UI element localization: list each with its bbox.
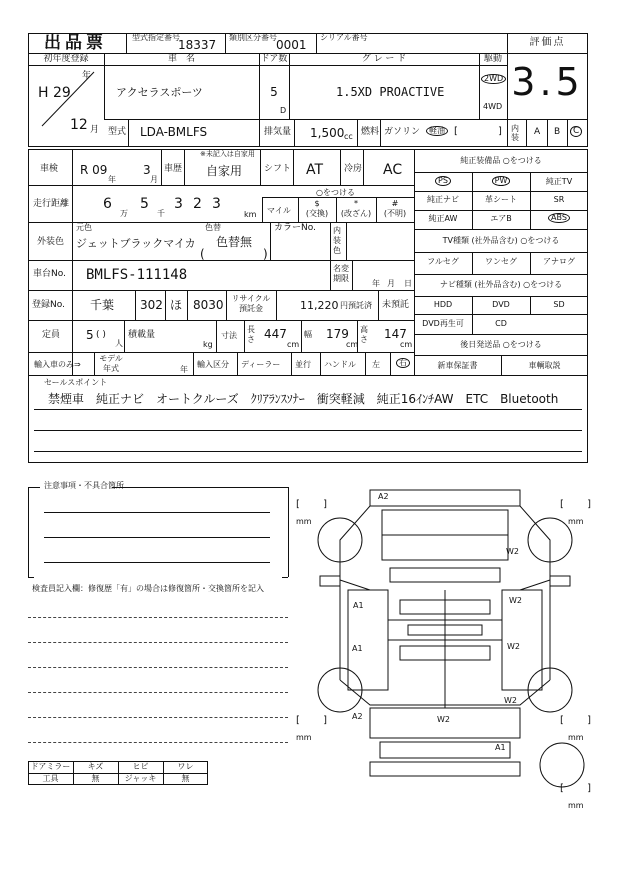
reg-class: 302 bbox=[140, 298, 163, 312]
mileage-opt-exchange: $ (交換) bbox=[305, 199, 329, 218]
import-dealer: ディーラー bbox=[241, 360, 281, 369]
capacity-value: 5 bbox=[86, 328, 94, 342]
drive-2wd: 2WD bbox=[481, 74, 506, 84]
mileage-man-unit: 万 bbox=[120, 209, 128, 218]
fuel-label: 燃料 bbox=[361, 127, 380, 137]
ac-label: 冷房 bbox=[344, 164, 363, 174]
class-label: 類別区分番号 bbox=[229, 33, 277, 42]
caution-label: 注意事項・不具合箇所 bbox=[44, 481, 124, 490]
title-expiry-month-unit: 月 bbox=[387, 279, 395, 288]
fuel-diesel: 軽油 bbox=[426, 126, 448, 136]
handle-label: ハンドル bbox=[324, 360, 356, 369]
car-name-label: 車 名 bbox=[167, 54, 195, 64]
legend-tools: 工具 bbox=[42, 774, 59, 783]
reg-kana: ほ bbox=[170, 298, 183, 312]
first-reg-era: H 29 bbox=[38, 85, 71, 101]
mark-left-quarter: A2 bbox=[352, 712, 363, 721]
reg-number: 8030 bbox=[193, 298, 224, 312]
first-reg-label: 初年度登録 bbox=[43, 54, 89, 64]
drive-label: 駆動 bbox=[483, 54, 502, 64]
width-value: 179 bbox=[326, 327, 349, 341]
recycle-value: 11,220 bbox=[300, 299, 339, 312]
chassis-value: BMLFS-111148 bbox=[86, 267, 188, 283]
height-unit: cm bbox=[400, 340, 413, 349]
equip-sr: SR bbox=[553, 195, 565, 204]
navi-dvd-play: DVD再生可 bbox=[422, 319, 464, 328]
import-label: 輸入車のみ⇒ bbox=[34, 360, 81, 369]
inspection-year-unit: 年 bbox=[108, 175, 116, 184]
handle-right: 右 bbox=[396, 358, 410, 368]
tv-fullseg: フルセグ bbox=[427, 257, 459, 266]
mileage-km-unit: km bbox=[244, 210, 257, 219]
width-label: 幅 bbox=[304, 330, 312, 339]
reg-label: 登録No. bbox=[32, 300, 65, 310]
navi-dvd: DVD bbox=[492, 300, 510, 309]
title-expiry-label: 名変期限 bbox=[333, 264, 349, 283]
legend-mirror: ドアミラー bbox=[30, 762, 71, 771]
model-cert-value: 18337 bbox=[178, 38, 217, 52]
tire-rr-bracket: [ ] bbox=[560, 715, 601, 726]
original-color-label: 元色 bbox=[76, 223, 92, 232]
legend-jack-value: 無 bbox=[181, 774, 190, 783]
person-unit: 人 bbox=[115, 339, 123, 348]
doors-label: ドア数 bbox=[260, 54, 288, 64]
equip-aw: 純正AW bbox=[428, 214, 458, 223]
class-value: 0001 bbox=[276, 38, 307, 52]
tire-rl-bracket: [ ] bbox=[296, 715, 337, 726]
interior-grade-c: C bbox=[570, 126, 582, 137]
legend-break: ワレ bbox=[177, 762, 194, 771]
navi-sd: SD bbox=[553, 300, 565, 309]
width-unit: cm bbox=[346, 340, 359, 349]
mileage-digit-2: 5 bbox=[140, 196, 149, 212]
fuel-gasoline: ガソリン bbox=[384, 127, 421, 137]
mark-right-quarter: W2 bbox=[504, 696, 517, 705]
history-label: 車歴 bbox=[164, 164, 183, 174]
reg-area: 千葉 bbox=[90, 298, 115, 312]
mark-left-rear-door: A1 bbox=[352, 644, 363, 653]
history-note: ※未記入は自家用 bbox=[200, 150, 255, 158]
import-class-label: 輸入区分 bbox=[197, 360, 229, 369]
repaint-label: 色替 bbox=[205, 223, 221, 232]
sales-label: セールスポイント bbox=[44, 378, 108, 387]
equip-airbag: エアB bbox=[490, 214, 512, 223]
tire-fr-unit: mm bbox=[568, 517, 584, 526]
chassis-label: 車台No. bbox=[33, 269, 66, 279]
displacement-label: 排気量 bbox=[264, 127, 292, 137]
tv-title: TV種類 (社外品含む) ○をつける bbox=[442, 236, 560, 245]
mark-right-rear-door: W2 bbox=[507, 642, 520, 651]
grade-label: グ レ ー ド bbox=[361, 54, 407, 64]
load-label: 積載量 bbox=[128, 330, 156, 340]
sales-text: 禁煙車 純正ナビ オートクルーズ ｸﾘｱﾗﾝｽｿﾅｰ 衝突軽減 純正16ｲﾝﾁAW ETC Bluetooth bbox=[48, 392, 559, 406]
repaint-bracket-open: ( bbox=[200, 247, 205, 261]
serial-label: シリアル番号 bbox=[320, 33, 368, 42]
title-expiry-day-unit: 日 bbox=[404, 279, 412, 288]
displacement-value: 1,500 bbox=[310, 126, 345, 140]
tire-spare-unit: mm bbox=[568, 801, 584, 810]
equip-abs: ABS bbox=[530, 213, 588, 223]
inspector-label: 検査員記入欄：修復歴「有」の場合は修復箇所・交換箇所を記入 bbox=[32, 584, 264, 593]
score-label: 評価点 bbox=[529, 37, 566, 48]
mark-front-right: W2 bbox=[506, 547, 519, 556]
tire-fl-bracket: [ ] bbox=[296, 499, 337, 510]
drive-4wd: 4WD bbox=[483, 102, 503, 111]
mark-right-front-door: W2 bbox=[509, 596, 522, 605]
navi-hdd: HDD bbox=[433, 300, 453, 309]
equip-title: 純正装備品 ○をつける bbox=[460, 156, 542, 165]
navi-cd: CD bbox=[495, 319, 507, 328]
first-reg-month-unit: 月 bbox=[90, 125, 100, 135]
mileage-opt-tamper: * (改ざん) bbox=[340, 199, 372, 218]
legend-tools-value: 無 bbox=[91, 774, 100, 783]
shift-value: AT bbox=[306, 162, 324, 178]
later-warranty: 新車保証書 bbox=[437, 361, 478, 370]
mileage-attach: ○をつける bbox=[316, 188, 355, 197]
tv-oneseg: ワンセグ bbox=[485, 257, 517, 266]
recycle-unit: 円預託済 bbox=[340, 301, 372, 310]
mileage-digit-4: 2 bbox=[193, 196, 202, 212]
score-value: 3.5 bbox=[511, 60, 584, 104]
grade-value: 1.5XD PROACTIVE bbox=[336, 85, 445, 99]
recycle-unpaid: 未預託 bbox=[382, 300, 410, 310]
tire-fr-bracket: [ ] bbox=[560, 499, 601, 510]
tire-rr-unit: mm bbox=[568, 733, 584, 742]
car-name-value: アクセラスポーツ bbox=[116, 86, 203, 99]
model-year-unit: 年 bbox=[180, 365, 188, 374]
interior-label: 内装 bbox=[511, 124, 519, 142]
tire-rl-unit: mm bbox=[296, 733, 312, 742]
displacement-unit: cc bbox=[344, 132, 353, 141]
title-expiry-year-unit: 年 bbox=[372, 279, 380, 288]
mark-rear-bumper: A1 bbox=[495, 743, 506, 752]
type-label: 型式 bbox=[108, 127, 127, 137]
shift-label: シフト bbox=[264, 164, 292, 174]
model-year-label: モデル年式 bbox=[99, 354, 123, 373]
original-color-value: ジェットブラックマイカ bbox=[76, 237, 196, 250]
history-value: 自家用 bbox=[206, 164, 243, 178]
tire-spare-bracket: [ ] bbox=[560, 783, 601, 794]
legend-jack: ジャッキ bbox=[124, 774, 157, 783]
import-parallel: 並行 bbox=[295, 360, 311, 369]
mark-front-bumper: A2 bbox=[378, 492, 389, 501]
navi-title: ナビ種類 (社外品含む) ○をつける bbox=[439, 280, 563, 289]
car-diagram bbox=[300, 480, 600, 800]
height-value: 147 bbox=[384, 327, 407, 341]
repaint-bracket-close: ) bbox=[263, 247, 268, 261]
form-title: 出品票 bbox=[44, 33, 107, 53]
mark-trunk: W2 bbox=[437, 715, 450, 724]
model-cert-label: 型式指定番号 bbox=[132, 33, 180, 42]
equip-ps: PS bbox=[414, 176, 472, 186]
dims-label: 寸法 bbox=[221, 331, 237, 340]
mileage-opt-mile: マイル bbox=[267, 206, 291, 215]
load-unit: kg bbox=[203, 340, 213, 349]
capacity-paren: ( ) bbox=[96, 330, 106, 340]
length-label: 長さ bbox=[247, 325, 255, 344]
tire-fl-unit: mm bbox=[296, 517, 312, 526]
mileage-label: 走行距離 bbox=[33, 199, 70, 209]
repaint-value: 色替無 bbox=[216, 235, 253, 249]
length-value: 447 bbox=[264, 327, 287, 341]
interior-grade-b: B bbox=[554, 127, 561, 137]
doors-sub: D bbox=[280, 106, 287, 115]
legend-crack: ヒビ bbox=[132, 762, 149, 771]
fuel-bracket-close: ] bbox=[498, 126, 502, 137]
type-value: LDA-BMLFS bbox=[140, 125, 208, 139]
inspection-month-unit: 月 bbox=[150, 175, 158, 184]
mileage-digit-5: 3 bbox=[212, 196, 221, 212]
interior-grade-a: A bbox=[534, 127, 541, 137]
inspection-month: 3 bbox=[143, 163, 151, 177]
capacity-label: 定員 bbox=[42, 330, 61, 340]
inspection-era: R 09 bbox=[80, 163, 108, 177]
inspection-label: 車検 bbox=[40, 164, 59, 174]
handle-left: 左 bbox=[372, 360, 380, 369]
mileage-digit-3: 3 bbox=[174, 196, 183, 212]
length-unit: cm bbox=[287, 340, 300, 349]
height-label: 高さ bbox=[360, 325, 368, 344]
doors-value: 5 bbox=[270, 85, 278, 99]
equip-pw: PW bbox=[472, 176, 530, 186]
equip-navi: 純正ナビ bbox=[427, 195, 459, 204]
mileage-digit-1: 6 bbox=[103, 196, 112, 212]
fuel-bracket: [ bbox=[454, 126, 458, 137]
first-reg-month: 12 bbox=[70, 117, 88, 133]
recycle-label: リサイクル預託金 bbox=[231, 294, 271, 313]
first-reg-year-unit: 年 bbox=[82, 71, 92, 81]
ac-value: AC bbox=[383, 162, 403, 178]
tv-analog: アナログ bbox=[543, 257, 575, 266]
color-label: 外装色 bbox=[37, 237, 65, 247]
mileage-sen-unit: 千 bbox=[157, 209, 165, 218]
interior-color-label: 内装色 bbox=[333, 226, 341, 255]
equip-leather: 革シート bbox=[485, 195, 517, 204]
colorno-label: カラーNo. bbox=[274, 223, 316, 233]
mileage-opt-unknown: # (不明) bbox=[383, 199, 407, 218]
equip-tv: 純正TV bbox=[545, 177, 573, 186]
later-title: 後日発送品 ○をつける bbox=[460, 340, 542, 349]
mark-left-front-door: A1 bbox=[353, 601, 364, 610]
legend-scratch: キズ bbox=[87, 762, 104, 771]
later-manual: 車輌取説 bbox=[528, 361, 561, 370]
